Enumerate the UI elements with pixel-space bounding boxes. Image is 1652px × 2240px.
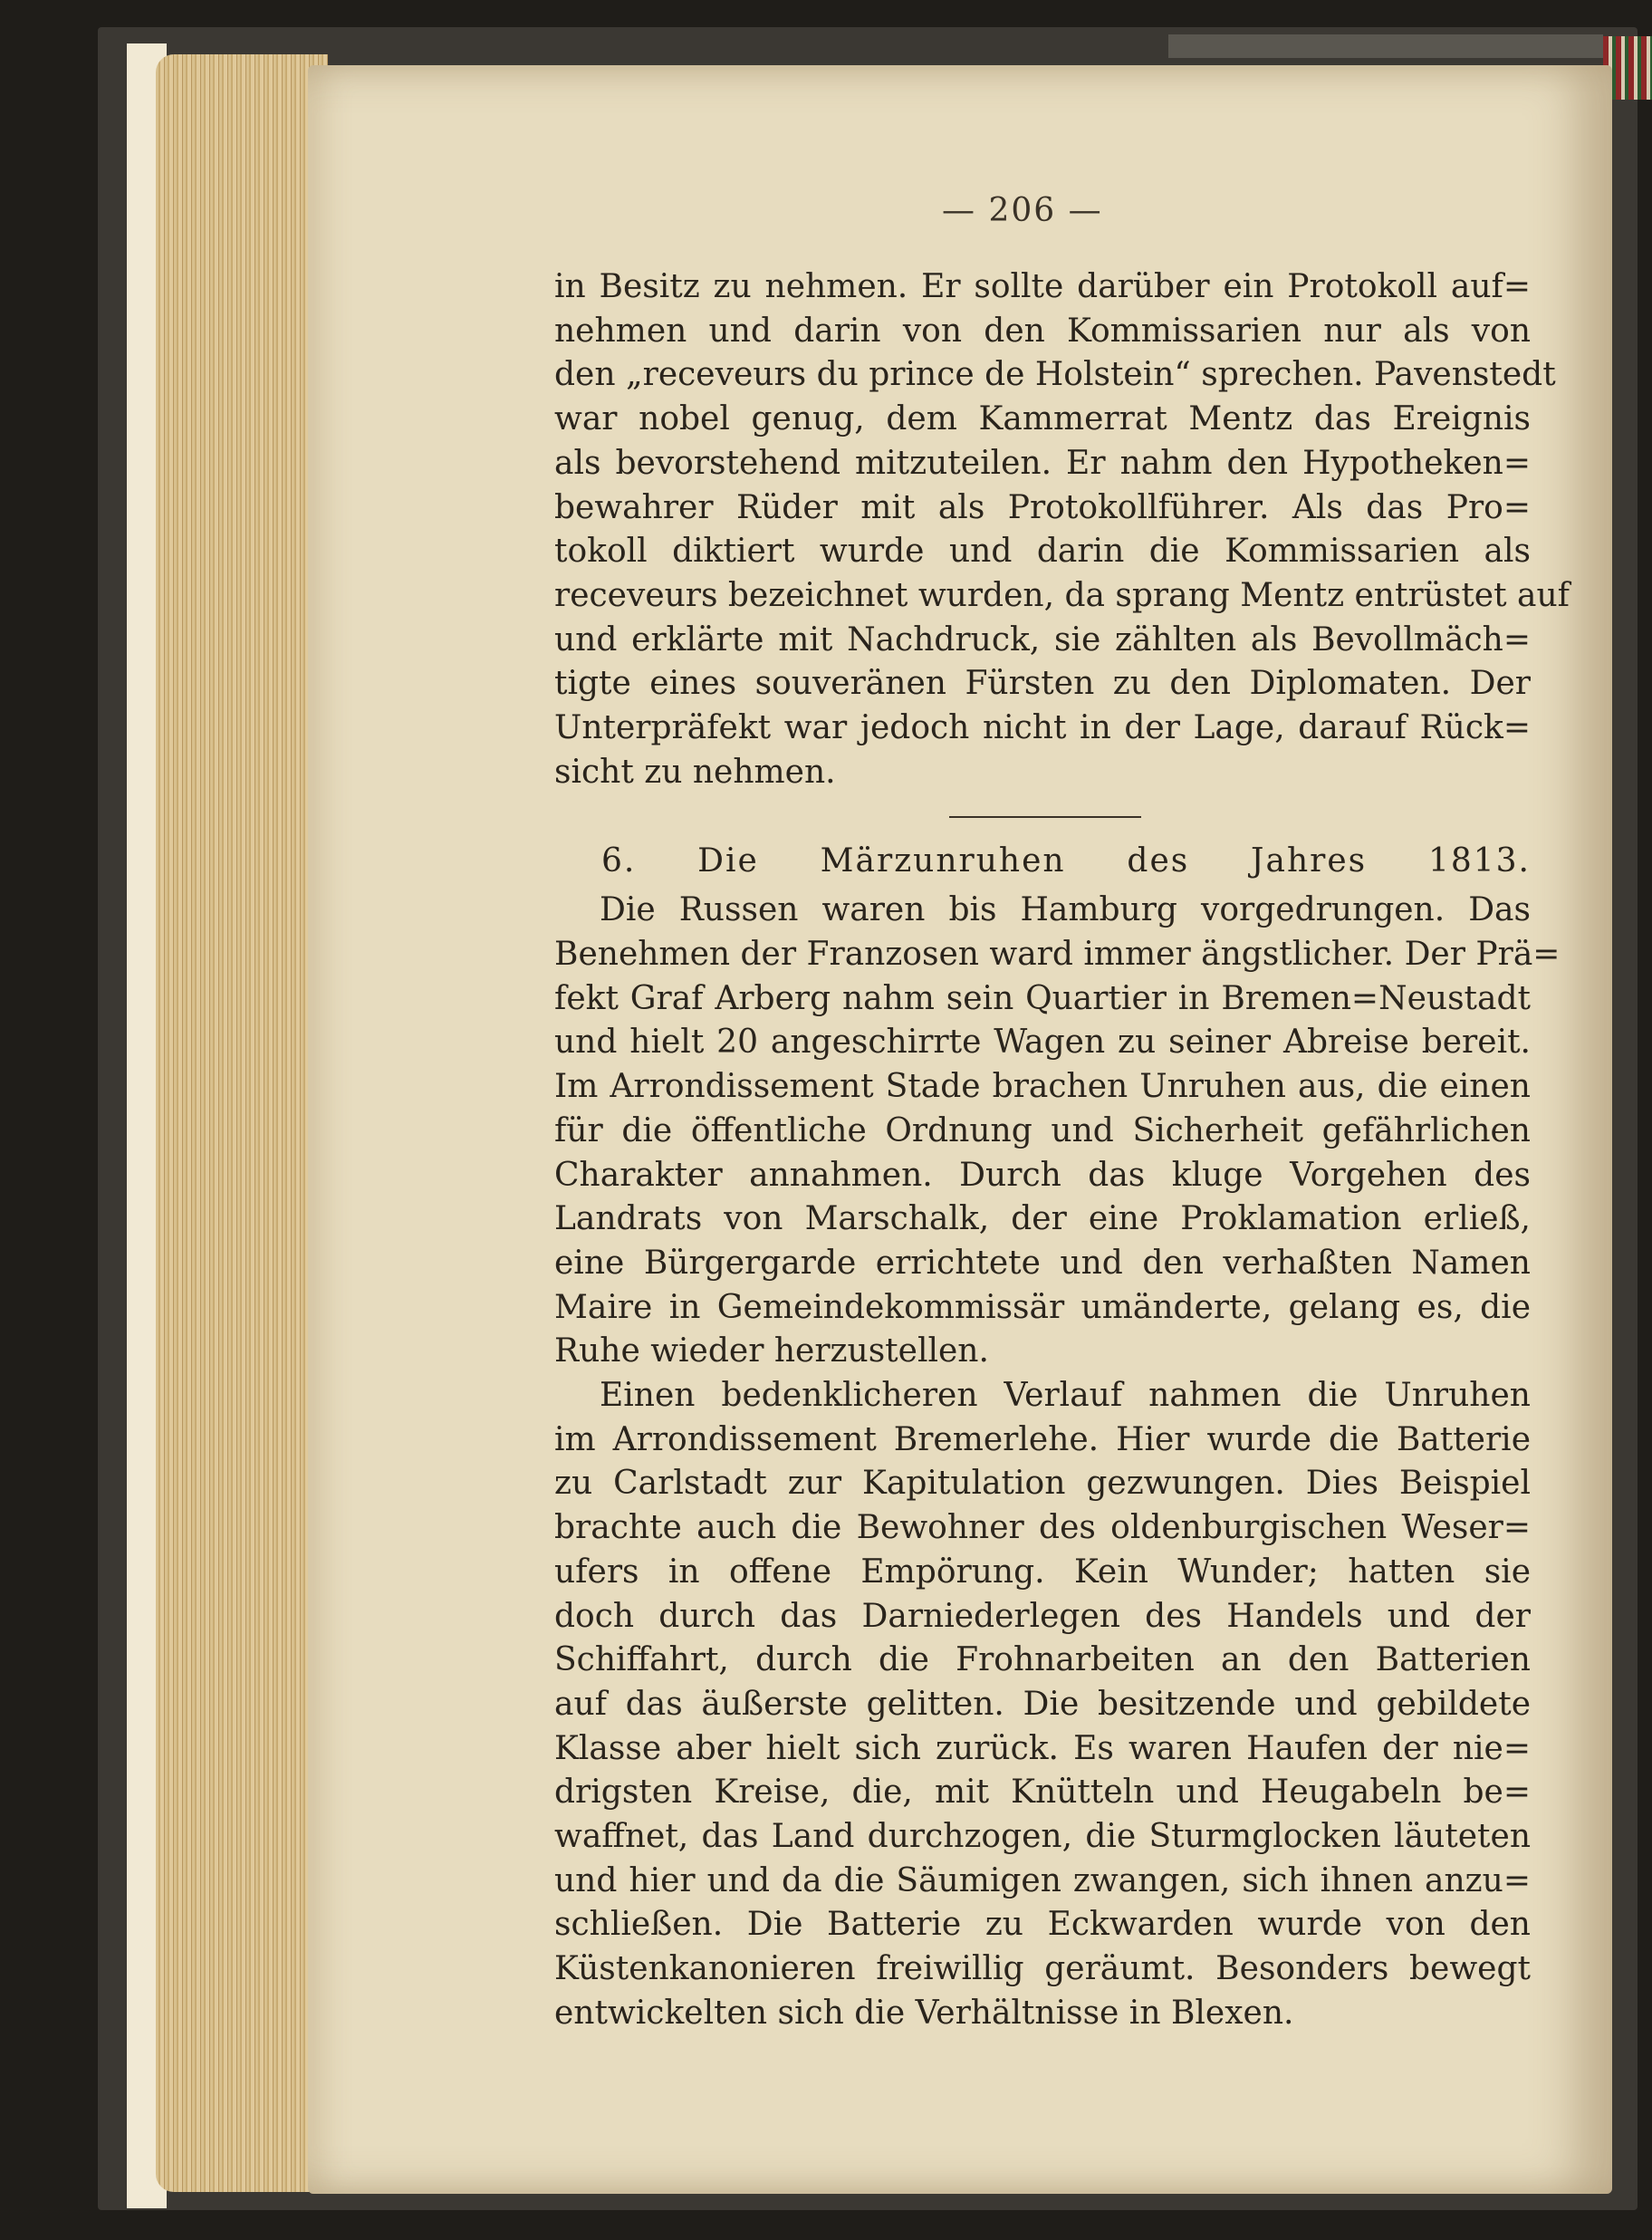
text-line: zu Carlstadt zur Kapitulation gezwungen. Dies Beispiel bbox=[554, 1465, 1531, 1503]
text-line: Einen bedenklicheren Verlauf nahmen die Unruhen bbox=[600, 1377, 1531, 1415]
text-line: den „receveurs du prince de Holstein“ sprechen. Pavenstedt bbox=[554, 356, 1556, 394]
text-line: eine Bürgergarde errichtete und den verhaßten Namen bbox=[554, 1244, 1531, 1282]
text-line: brachte auch die Bewohner des oldenburgischen Weser= bbox=[554, 1509, 1531, 1547]
text-line: schließen. Die Batterie zu Eckwarden wurde von den bbox=[554, 1906, 1531, 1944]
text-line: Maire in Gemeindekommissär umänderte, gelang es, die bbox=[554, 1288, 1531, 1326]
text-line: receveurs bezeichnet wurden, da sprang Mentz entrüstet auf bbox=[554, 576, 1570, 614]
text-line: und erklärte mit Nachdruck, sie zählten als Bevollmäch= bbox=[554, 620, 1531, 659]
section-heading: 6. Die Märzunruhen des Jahres 1813. bbox=[601, 841, 1531, 880]
text-line: und hier und da die Säumigen zwangen, sich ihnen anzu= bbox=[554, 1861, 1531, 1899]
text-line: waffnet, das Land durchzogen, die Sturmglocken läuteten bbox=[554, 1818, 1531, 1856]
page-number: — 206 — bbox=[942, 192, 1103, 229]
text-line: tigte eines souveränen Fürsten zu den Diplomaten. Der bbox=[554, 665, 1531, 703]
text-line: Klasse aber hielt sich zurück. Es waren Haufen der nie= bbox=[554, 1729, 1531, 1767]
text-line: doch durch das Darniederlegen des Handels und der bbox=[554, 1597, 1531, 1635]
cover-edge bbox=[1168, 34, 1603, 58]
section-divider bbox=[949, 816, 1141, 818]
text-line: und hielt 20 angeschirrte Wagen zu seiner Abreise bereit. bbox=[554, 1024, 1531, 1062]
text-line: Landrats von Marschalk, der eine Proklamation erließ, bbox=[554, 1200, 1531, 1238]
text-line: Im Arrondissement Stade brachen Unruhen aus, die einen bbox=[554, 1068, 1531, 1106]
text-line: tokoll diktiert wurde und darin die Kommissarien als bbox=[554, 533, 1531, 571]
text-line: Charakter annahmen. Durch das kluge Vorgehen des bbox=[554, 1156, 1531, 1194]
text-line: als bevorstehend mitzuteilen. Er nahm den Hypotheken= bbox=[554, 444, 1531, 482]
text-line: entwickelten sich die Verhältnisse in Blexen. bbox=[554, 1994, 1294, 2032]
text-line: sicht zu nehmen. bbox=[554, 753, 836, 791]
text-line: fekt Graf Arberg nahm sein Quartier in Bremen=Neustadt bbox=[554, 979, 1531, 1017]
text-line: Unterpräfekt war jedoch nicht in der Lage, darauf Rück= bbox=[554, 709, 1531, 746]
text-line: im Arrondissement Bremerlehe. Hier wurde die Batterie bbox=[554, 1420, 1531, 1458]
text-line: in Besitz zu nehmen. Er sollte darüber ein Protokoll auf= bbox=[554, 268, 1531, 305]
text-line: Benehmen der Franzosen ward immer ängstlicher. Der Prä= bbox=[554, 936, 1561, 974]
text-line: auf das äußerste gelitten. Die besitzende und gebildete bbox=[554, 1685, 1531, 1723]
text-line: ufers in offene Empörung. Kein Wunder; hatten sie bbox=[554, 1553, 1531, 1591]
text-line: bewahrer Rüder mit als Protokollführer. Als das Pro= bbox=[554, 488, 1531, 526]
text-line: Schiffahrt, durch die Frohnarbeiten an den Batterien bbox=[554, 1641, 1531, 1679]
text-line: Küstenkanonieren freiwillig geräumt. Besonders bewegt bbox=[554, 1950, 1531, 1988]
text-line: drigsten Kreise, die, mit Knütteln und Heugabeln be= bbox=[554, 1774, 1531, 1812]
text-line: Die Russen waren bis Hamburg vorgedrungen. Das bbox=[600, 891, 1531, 929]
text-line: war nobel genug, dem Kammerrat Mentz das Ereignis bbox=[554, 400, 1531, 438]
text-line: nehmen und darin von den Kommissarien nur als von bbox=[554, 312, 1531, 350]
text-line: Ruhe wieder herzustellen. bbox=[554, 1332, 989, 1370]
page-stack-edge bbox=[156, 54, 328, 2192]
text-line: für die öffentliche Ordnung und Sicherheit gefährlichen bbox=[554, 1111, 1531, 1149]
